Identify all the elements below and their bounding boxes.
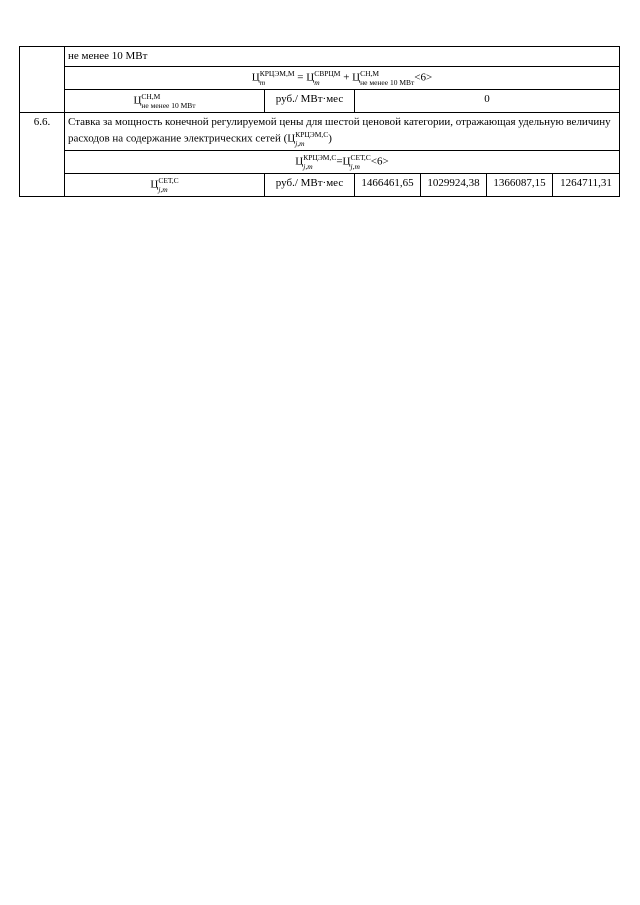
formula-symbol: Ц xyxy=(306,71,315,84)
formula-sub: m xyxy=(259,78,266,87)
value-cell: 1366087,15 xyxy=(487,174,553,197)
description-sub: j,m xyxy=(295,139,305,148)
param-sup: СН,М xyxy=(141,92,161,101)
formula-sub: m xyxy=(314,78,320,87)
formula-equals: = xyxy=(336,155,343,168)
row-description: не менее 10 МВт xyxy=(65,47,620,67)
formula-symbol: Ц xyxy=(352,71,361,84)
param-sup: СЕТ,С xyxy=(158,176,179,185)
formula-reference: <6> xyxy=(414,71,433,84)
formula-sup: КРЦЭМ,С xyxy=(303,153,337,162)
param-cn-m xyxy=(65,90,265,113)
row-number: 6.6. xyxy=(20,113,65,197)
row-6-6-title xyxy=(20,113,620,151)
param-sub: не менее 10 МВт xyxy=(141,101,196,110)
formula-sup: СН,М xyxy=(360,69,380,78)
unit-cell: руб./ МВт·мес xyxy=(265,174,355,197)
description-close-paren: ) xyxy=(328,132,332,145)
value-cell: 0 xyxy=(355,90,620,113)
formula-krcem-c xyxy=(65,151,620,174)
row-6-6-formula xyxy=(20,151,620,174)
description-symbol: Ц xyxy=(287,132,296,145)
unit-cell: руб./ МВт·мес xyxy=(265,90,355,113)
formula-equals: = xyxy=(294,71,307,84)
value-cell: 1029924,38 xyxy=(421,174,487,197)
row-description xyxy=(65,113,620,151)
param-sub: j,m xyxy=(158,185,168,194)
formula-sup: СВРЦМ xyxy=(314,69,341,78)
param-symbol: Ц xyxy=(133,94,142,107)
value-cell: 1264711,31 xyxy=(553,174,620,197)
param-symbol: Ц xyxy=(150,178,159,191)
formula-sub: j,m xyxy=(303,162,313,171)
formula-sup: КРЦЭМ,М xyxy=(259,69,295,78)
formula-plus: + xyxy=(340,71,353,84)
description-sup: КРЦЭМ,С xyxy=(295,130,329,139)
formula-symbol: Ц xyxy=(342,155,351,168)
formula-symbol: Ц xyxy=(295,155,304,168)
formula-sub: не менее 10 МВт xyxy=(360,78,415,87)
formula-krcem-m xyxy=(65,67,620,90)
row-not-less-10mw-formula xyxy=(20,67,620,90)
row-not-less-10mw-title xyxy=(20,47,620,67)
formula-reference: <6> xyxy=(370,155,389,168)
formula-sup: СЕТ,С xyxy=(350,153,371,162)
row-not-less-10mw-values xyxy=(20,90,620,113)
formula-symbol: Ц xyxy=(251,71,260,84)
description-text: Ставка за мощность конечной регулируемой цены для шестой ценовой категории, отражающая удельную величину расходов на содержание электрических сетей ( xyxy=(68,116,611,145)
formula-sub: j,m xyxy=(350,162,360,171)
value-cell: 1466461,65 xyxy=(355,174,421,197)
row-6-6-values xyxy=(20,174,620,197)
row-number-cell-empty xyxy=(20,47,65,113)
tariff-table xyxy=(19,46,620,197)
param-set-c xyxy=(65,174,265,197)
